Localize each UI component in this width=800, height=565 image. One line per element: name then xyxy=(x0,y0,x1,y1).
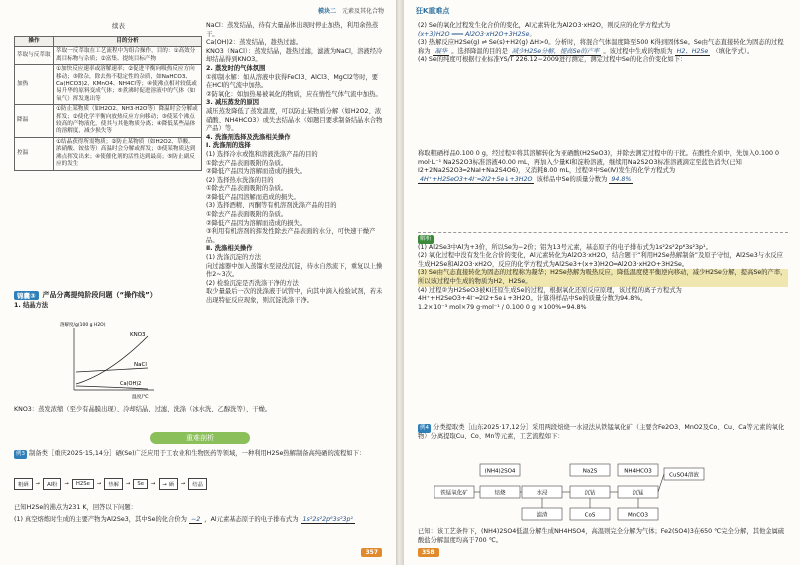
body-paragraph: 取少量最后一次的洗涤液于试管中，向其中滴入检验试剂，若未出现特征反应现象，则沉淀洗涤干净。 xyxy=(206,288,383,304)
table-row xyxy=(15,137,202,170)
body-paragraph: Ⅰ. 洗涤剂的选择 xyxy=(206,142,251,150)
flow-node-label: Na2S xyxy=(582,468,598,475)
q3-part4: （填化学式）。 xyxy=(712,47,754,55)
process-flow-diagram xyxy=(434,458,770,524)
table-cell-op: 加热 xyxy=(15,65,54,105)
body-paragraph: ③利用有机溶剂的挥发性除去产品表面的水分，可快速干燥产品。 xyxy=(206,228,376,244)
body-paragraph: ①抑制水解：如从溶液中获得FeCl3、AlCl3、MgCl2等时，要在HCl的气流中加热。 xyxy=(206,73,379,90)
body-paragraph: 2. 蒸发时的气体氛围 xyxy=(206,64,266,72)
flow-arrow-icon: → xyxy=(64,481,69,487)
flow-node-label: 铁锰氧化矿 xyxy=(440,490,468,497)
flow-step: 热解 xyxy=(104,478,123,490)
table-header: 目的分析 xyxy=(54,37,202,47)
continued-label: 续表 xyxy=(112,22,125,30)
table-cell-op: 控温 xyxy=(15,137,54,170)
table-header-row xyxy=(15,37,202,47)
right-page xyxy=(404,0,800,565)
flow-node-label: 沉锰 xyxy=(632,490,644,497)
body-paragraph: 3. 减压蒸发的原因 xyxy=(206,99,260,107)
table-row xyxy=(15,105,202,138)
sub-heading: 1. 结晶方法 xyxy=(14,302,49,309)
section-3 xyxy=(14,290,384,311)
table-cell-aim: ①加快反应速率或溶解速率；②促进平衡向吸热反应方向移动；③除杂，除去热不稳定性的杂质，如NaHCO3、Ca(HCO3)2、KMnO4、NH4Cl等；④使沸点相对较低或易升华的原料变成气体；⑤煮沸时促进溶液中的气体（如氧气）挥发逸出等 xyxy=(54,65,202,105)
analysis-tag: 解析 xyxy=(420,236,432,242)
para2-tail: 该样品中Se的质量分数为 xyxy=(536,175,608,183)
q1-answer-2: 1s²2s²2p⁶3s²3p¹ xyxy=(302,516,354,523)
section-title: 产品分离提纯阶段问题（“操作线”） xyxy=(42,291,157,299)
page-header: 狂K重难点 xyxy=(416,7,450,15)
table-cell-op: 降温 xyxy=(15,105,54,138)
flow-step: 结晶 xyxy=(188,478,207,490)
flow-step: Se xyxy=(133,479,148,489)
q3-text xyxy=(418,39,788,56)
flow-node-label: MnCO3 xyxy=(628,512,648,519)
body-paragraph: KNO3（NaCl）：蒸发结晶，趁热过滤，滤液为NaCl，溶液经冷却结晶得到KNO3。 xyxy=(206,47,383,64)
q1-answer: −2 xyxy=(190,516,201,523)
x-axis-label: 温度/℃ xyxy=(132,395,149,400)
series-label: KNO3 xyxy=(130,332,146,338)
body-paragraph: NaCl：蒸发结晶，待有大量晶体出现时停止加热，利用余热蒸干。 xyxy=(206,22,379,38)
section-banner: 重难剖析 xyxy=(150,432,250,444)
section-badge: 锦囊③ xyxy=(14,291,39,300)
nacl-curve xyxy=(76,368,148,372)
body-paragraph: ①除去产品表面吸附的杂质。 xyxy=(206,185,288,193)
answer-block xyxy=(418,22,788,65)
solubility-chart xyxy=(60,322,160,402)
q3-answer-2: 减少H2Se分解，提高Se的产率 xyxy=(511,47,600,55)
table-cell-aim: 萃取一反萃取在工艺流程中为组合操作，目的：①高效分离目标物与杂质；②富集、提纯目标产物 xyxy=(54,47,202,65)
known-text: 已知H2Se的沸点为231 K，回答以下问题： xyxy=(14,504,137,511)
para2-text: 称取粗硒样品0.100 0 g，经过程①将其溶解转化为亚硒酸(H2SeO3)，并除去测定过程中的干扰。在酸性介质中，先加入0.100 0 mol·L⁻¹ Na2S2O3标准溶液40.00 mL，再加入少量KI和淀粉溶液，继续用Na2S2O3标准溶液滴定至蓝色消失(已知I2+2Na2S2O3═2NaI+Na2S4O6)，又消耗8.00 mL，过程②中Se(Ⅳ)发生的化学方程式为 xyxy=(418,150,779,175)
body-paragraph: 4. 洗涤剂选择及洗涤相关操作 xyxy=(206,133,291,141)
body-paragraph: (2) 选择热水洗涤的目的 xyxy=(206,176,274,184)
right-column-text xyxy=(206,22,384,306)
flow-node-label: 沉钴 xyxy=(584,490,596,497)
body-paragraph: ②防氧化：如加热易被氧化的物质，应在惰性气体气流中加热。 xyxy=(206,90,382,98)
body-paragraph: (1) 洗涤沉淀的方法 xyxy=(206,254,261,262)
flow-arrow-icon: → xyxy=(96,481,102,487)
flow-node-label: 水浸 xyxy=(536,490,548,497)
table-header: 操作 xyxy=(15,37,54,47)
book-gutter xyxy=(396,0,404,565)
body-paragraph: Ca(OH)2：蒸发结晶，趁热过滤。 xyxy=(206,39,303,47)
table-cell-op: 萃取与反萃取 xyxy=(15,47,54,65)
flow-node-label: NH4HCO3 xyxy=(624,468,652,475)
q2-text: (2) Se的氧化过程发生化合价的变化，Al元素转化为Al2O3·xH2O，则反应的化学方程式为 xyxy=(418,22,671,29)
left-page xyxy=(0,0,396,565)
body-paragraph: ②降低产品因为溶解而造成的损失。 xyxy=(206,168,307,176)
flow-arrow-icon: → xyxy=(151,481,156,487)
example-text: 制备类［重庆2025·15,14分］硒(Se)广泛应用于工农业和生物医药等领域，一种利用H2Se热解制备高纯硒的流程如下： xyxy=(29,450,366,457)
table-cell-aim: ①防止某物质（如H2O2、NH3·H2O等）降温时会分解或挥发；②使化学平衡向放热反应方向移动；③使某个沸点较高的产物液化，使其与其他物质分离；④降低某些晶体的溶解度，减少损失等 xyxy=(54,105,202,138)
series-label: NaCl xyxy=(134,362,147,368)
series-label: Ca(OH)2 xyxy=(120,381,142,387)
example-3 xyxy=(14,450,384,459)
process-flow xyxy=(14,478,384,490)
q1-tail: ，Al元素基态原子的电子排布式为 xyxy=(204,516,299,523)
flow-arrow xyxy=(658,474,664,492)
kno3-curve xyxy=(76,336,148,384)
q3-part3: 。该过程中生成的物质为 xyxy=(603,47,673,55)
y-axis-label: 溶解度/g(100 g H2O) xyxy=(60,323,106,328)
body-paragraph: Ⅱ. 洗涤相关操作 xyxy=(206,245,253,253)
q3-answer-1: 凝华 xyxy=(434,47,448,55)
flow-arrow-icon: → xyxy=(125,481,131,487)
body-paragraph: (2) 检验沉淀是否洗涤干净的方法 xyxy=(206,279,299,287)
q2-equation: (x+3)H2O ═══ Al2O3·xH2O+3H2Se。 xyxy=(418,30,536,38)
operations-table xyxy=(14,36,202,171)
example-tag: 例4 xyxy=(420,425,429,431)
question-1 xyxy=(14,516,384,525)
flow-arrow-icon: → xyxy=(180,481,186,487)
known4-text: 已知：该工艺条件下，(NH4)2SO4低温分解生成NH4HSO4，高温则完全分解为气体；Fe2(SO4)3在650 ℃完全分解，其他金属硫酸盐分解温度均高于700 ℃。 xyxy=(418,528,785,544)
body-paragraph: ②降低产品因溶解而造成的损失。 xyxy=(206,193,300,201)
q3-part2: 。选择降温的目的是 xyxy=(451,47,508,55)
flow-node-label: CuSO4溶液 xyxy=(669,472,699,479)
body-paragraph: 减压蒸发降低了蒸发温度，可以防止某物质分解（如H2O2、浓硝酸、NH4HCO3）或失去结晶水（如题目要求制备结晶水合物产品）等。 xyxy=(206,107,383,133)
q3-part1: (3) 热解反应H2Se(g) ⇌ Se(s)+H2(g) ΔH>0。分析时，将混合气体温度降至500 K得到固体Se。Se由气态直接转化为固态的过程称为 xyxy=(418,39,784,55)
q1-text: (1) 真空熔炼时生成的主要产物为Al2Se3，其中Se的化合价为 xyxy=(14,516,187,523)
flow-step: H2Se xyxy=(72,479,94,489)
body-paragraph: 向过滤器中加入蒸馏水至浸没沉淀，待水自然流下，重复以上操作2~3次。 xyxy=(206,262,383,279)
page-number: 357 xyxy=(361,548,382,557)
q4-text: (4) Se的纯度可根据行业标准YS/T 226.12−2009进行测定，测定过程中Se的化合价变化如下： xyxy=(418,56,687,64)
page-number: 358 xyxy=(418,548,439,557)
running-head: 模块二 元素及其化合物 xyxy=(317,8,384,15)
flow-step: Al粉 xyxy=(43,478,61,490)
body-paragraph: (1) 选择冷水或饱和溶液洗涤产品的目的 xyxy=(206,150,318,158)
flow-step: → 硒 xyxy=(159,478,178,490)
flow-node-label: 滤渣 xyxy=(536,512,548,519)
table-cell-aim: ①结晶获得所需物质；②防止某物质（如H2O2、草酸、浓硝酸、铵盐等）高温时会分解或挥发；③使某物质达到沸点挥发出来；④使催化剂的活性达到最高；⑤防止副反应的发生 xyxy=(54,137,202,170)
body-paragraph: ②降低产品因为溶解而造成的损失。 xyxy=(206,219,307,227)
table-row xyxy=(15,65,202,105)
measurement-paragraph xyxy=(418,150,788,184)
body-paragraph: ①除去产品表面吸附的杂质。 xyxy=(206,159,288,167)
flow-node-label: 焙烧 xyxy=(494,490,506,497)
flow-arrow-icon: → xyxy=(35,481,41,487)
flow-chain xyxy=(14,478,384,490)
analysis-line: (4) 过程②为H2SeO3被KI还原生成Se的过程，根据氧化还原反应原理，该过程的离子方程式为4H⁺+H2SeO3+4I⁻═2I2+Se↓+3H2O。计算得样品中Se的质量分数为94.8%。 xyxy=(418,286,682,303)
analysis-line: (3) Se由气态直接转化为固态的过程称为凝华；H2Se热解为吸热反应，降低温度使平衡逆向移动，减少H2Se分解，提高Se的产率，所以该过程中生成的物质为H2、H2Se。 xyxy=(418,269,787,285)
analysis-line: (2) 氧化过程中没有发生化合价的变化，Al元素转化为Al2O3·xH2O，结合题干“利用H2Se热解制备”及原子守恒，Al2Se3与水反应生成H2Se和Al2O3·xH2O，反应的化学方程式为Al2Se3+(x+3)H2O═Al2O3·xH2O+3H2Se。 xyxy=(418,252,783,268)
example-tag: 例3 xyxy=(16,451,25,457)
q4-answer-eq: 4H⁺+H2SeO3+4I⁻═2I2+Se↓+3H2O xyxy=(420,175,533,183)
example-4 xyxy=(418,424,788,441)
flow-node-label: CoS xyxy=(584,512,596,519)
body-paragraph: ①除去产品表面吸附的杂质。 xyxy=(206,211,288,219)
calc-line: 1.2×10⁻³ mol×79 g·mol⁻¹ / 0.100 0 g ×100%=94.8% xyxy=(418,303,587,311)
analysis-line: (1) Al2Se3中Al为+3价，所以Se为−2价；铝为13号元素，基态原子的电子排布式为1s²2s²2p⁶3s²3p¹。 xyxy=(418,243,712,251)
q4-answer-percent: 94.8% xyxy=(611,175,632,183)
flow-step: 粗硒 xyxy=(14,478,33,490)
table-row xyxy=(15,47,202,65)
kno3-note: KNO3：蒸发浓缩（至少有晶膜出现）、冷却结晶、过滤、洗涤（冰水洗、乙醇洗等）、干燥。 xyxy=(14,406,272,413)
body-paragraph: (3) 选择酒精、丙酮等有机溶剂洗涤产品的目的 xyxy=(206,202,337,210)
q3-answer-3: H2、H2Se xyxy=(676,47,709,55)
analysis-block xyxy=(418,232,788,312)
flow-node-label: (NH4)2SO4 xyxy=(484,468,516,475)
example4-text: 分类提取类［山东2025·17,12分］采用两段焙烧一水浸法从铁锰氧化矿（主要含Fe2O3、MnO2及Co、Cu、Ca等元素的氧化物）分离提取Cu、Co、Mn等元素，工艺流程如下： xyxy=(418,424,785,440)
